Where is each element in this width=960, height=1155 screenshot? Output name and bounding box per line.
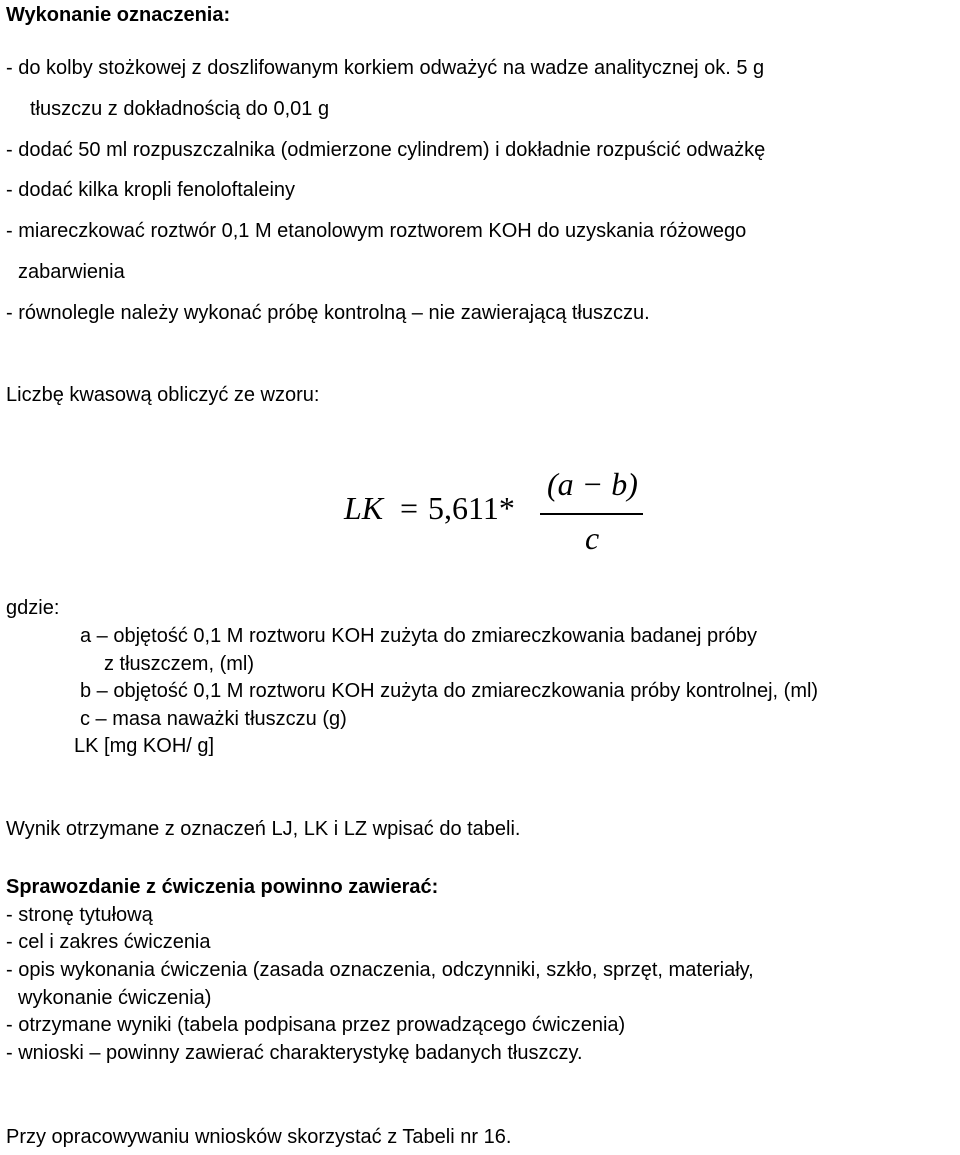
report-heading: Sprawozdanie z ćwiczenia powinno zawierać: (6, 876, 439, 898)
step-line: - miareczkować roztwór 0,1 M etanolowym roztworem KOH do uzyskania różowego (6, 220, 747, 242)
step-line: - do kolby stożkowej z doszlifowanym korkiem odważyć na wadze analitycznej ok. 5 g (6, 57, 765, 79)
formula-coefficient: 5,611* (428, 490, 515, 526)
formula-denominator: c (585, 520, 600, 556)
report-line: wykonanie ćwiczenia) (18, 987, 212, 1009)
report-line: - wnioski – powinny zawierać charakterystykę badanych tłuszczy. (6, 1042, 583, 1064)
formula-equals: = (400, 490, 419, 526)
formula-intro: Liczbę kwasową obliczyć ze wzoru: (6, 384, 320, 406)
where-line: z tłuszczem, (ml) (104, 653, 254, 675)
where-label: gdzie: (6, 597, 60, 619)
where-line: a – objętość 0,1 M roztworu KOH zużyta do zmiareczkowania badanej próby (80, 625, 758, 647)
report-line: - otrzymane wyniki (tabela podpisana przez prowadzącego ćwiczenia) (6, 1014, 626, 1036)
step-line: - równolegle należy wykonać próbę kontrolną – nie zawierającą tłuszczu. (6, 302, 650, 324)
section-heading: Wykonanie oznaczenia: (6, 4, 231, 26)
step-line: - dodać 50 ml rozpuszczalnika (odmierzone cylindrem) i dokładnie rozpuścić odważkę (6, 139, 766, 161)
where-line: c – masa naważki tłuszczu (g) (80, 708, 347, 730)
step-line: zabarwienia (18, 261, 125, 283)
report-line: - opis wykonania ćwiczenia (zasada oznaczenia, odczynniki, szkło, sprzęt, materiały, (6, 959, 754, 981)
result-note: Wynik otrzymane z oznaczeń LJ, LK i LZ wpisać do tabeli. (6, 818, 521, 840)
report-line: - stronę tytułową (6, 904, 153, 926)
formula-lhs: LK (344, 490, 384, 526)
formula-numerator: (a − b) (547, 466, 638, 502)
step-line: tłuszczu z dokładnością do 0,01 g (30, 98, 330, 120)
step-line: - dodać kilka kropli fenoloftaleiny (6, 179, 296, 201)
report-line: - cel i zakres ćwiczenia (6, 931, 211, 953)
where-line: LK [mg KOH/ g] (74, 735, 215, 757)
footer-note: Przy opracowywaniu wniosków skorzystać z Tabeli nr 16. (6, 1126, 512, 1148)
fraction-bar (540, 513, 643, 515)
where-line: b – objętość 0,1 M roztworu KOH zużyta do zmiareczkowania próby kontrolnej, (ml) (80, 680, 819, 702)
